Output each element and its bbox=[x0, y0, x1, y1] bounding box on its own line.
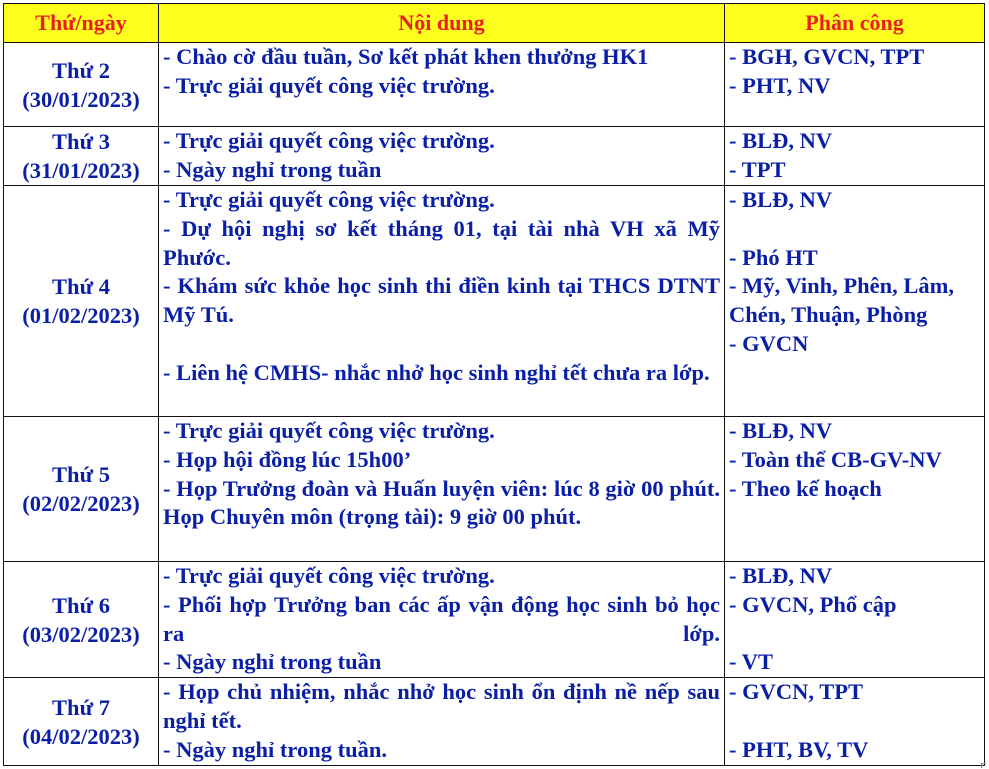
assign-line: - BLĐ, NV bbox=[729, 128, 833, 153]
content-line: - Họp chủ nhiệm, nhắc nhở học sinh ổn định nề nếp sau nghỉ tết. bbox=[163, 679, 726, 733]
assign-line: - BGH, GVCN, TPT bbox=[729, 44, 925, 69]
assign-line: - VT bbox=[729, 649, 773, 675]
assign-cell bbox=[725, 43, 985, 127]
content-line: - Liên hệ CMHS- nhắc nhở học sinh nghỉ tết chưa ra lớp. bbox=[163, 359, 710, 385]
assign-line: - Toàn thể CB-GV-NV bbox=[729, 446, 942, 472]
assign-line: - GVCN, TPT bbox=[729, 679, 863, 705]
header-row bbox=[4, 4, 985, 43]
day-label: Thứ 4 bbox=[52, 274, 110, 299]
content-line: - Họp hội đồng lúc 15h00’ bbox=[163, 446, 412, 472]
assign-line: - Phó HT bbox=[729, 244, 818, 270]
assign-cell bbox=[725, 417, 985, 562]
table-row bbox=[4, 417, 985, 562]
content-cell bbox=[159, 43, 725, 127]
assign-line: - Mỹ, Vinh, Phên, Lâm, Chén, Thuận, Phòng bbox=[729, 273, 960, 328]
content-line: - Trực giải quyết công việc trường. bbox=[163, 128, 495, 153]
day-cell bbox=[4, 417, 159, 562]
date-label: (30/01/2023) bbox=[22, 86, 140, 112]
content-cell bbox=[159, 678, 725, 766]
assign-line: - Theo kế hoạch bbox=[729, 475, 882, 501]
assign-line: - PHT, BV, TV bbox=[729, 736, 869, 762]
assign-line bbox=[729, 620, 980, 649]
header-content: Nội dung bbox=[159, 4, 725, 43]
date-label: (02/02/2023) bbox=[22, 491, 140, 516]
day-label: Thứ 3 bbox=[52, 129, 110, 154]
assign-line: - PHT, NV bbox=[729, 72, 831, 98]
content-line: - Ngày nghỉ trong tuần bbox=[163, 156, 382, 182]
table-row bbox=[4, 186, 985, 417]
day-label: Thứ 2 bbox=[52, 57, 110, 83]
content-line: - Dự hội nghị sơ kết tháng 01, tại tài nhà VH xã Mỹ Phước. bbox=[163, 215, 726, 270]
assign-cell bbox=[725, 562, 985, 678]
content-cell bbox=[159, 562, 725, 678]
table-row bbox=[4, 127, 985, 186]
content-cell bbox=[159, 186, 725, 417]
day-label: Thứ 6 bbox=[52, 592, 110, 618]
day-cell bbox=[4, 678, 159, 766]
day-cell bbox=[4, 43, 159, 127]
content-line: - Họp Trưởng đoàn và Huấn luyện viên: lúc 8 giờ 00 phút. Họp Chuyên môn (trọng tài): 9 giờ 00 phút. bbox=[163, 475, 726, 530]
date-label: (03/02/2023) bbox=[22, 621, 140, 647]
assign-line: - GVCN bbox=[729, 330, 809, 356]
content-cell bbox=[159, 417, 725, 562]
assign-line: - TPT bbox=[729, 156, 786, 182]
day-cell bbox=[4, 562, 159, 678]
date-label: (31/01/2023) bbox=[22, 158, 140, 183]
content-line: - Trực giải quyết công việc trường. bbox=[163, 187, 495, 212]
assign-cell bbox=[725, 186, 985, 417]
content-line: - Trực giải quyết công việc trường. bbox=[163, 563, 495, 588]
date-label: (01/02/2023) bbox=[22, 303, 140, 328]
content-line: - Trực giải quyết công việc trường. bbox=[163, 418, 495, 443]
content-cell bbox=[159, 127, 725, 186]
header-assign: Phân công bbox=[725, 4, 985, 43]
assign-line: - BLĐ, NV bbox=[729, 563, 833, 588]
table-row bbox=[4, 678, 985, 766]
assign-line: - BLĐ, NV bbox=[729, 418, 833, 443]
content-line bbox=[163, 330, 720, 359]
content-line: - Ngày nghỉ trong tuần. bbox=[163, 736, 388, 762]
day-cell bbox=[4, 127, 159, 186]
content-line: - Ngày nghỉ trong tuần bbox=[163, 649, 382, 675]
day-cell bbox=[4, 186, 159, 417]
content-line: - Phối hợp Trưởng ban các ấp vận động học sinh bỏ học ra lớp. bbox=[163, 591, 726, 646]
assign-cell bbox=[725, 678, 985, 766]
schedule-table bbox=[3, 3, 985, 766]
header-day: Thứ/ngày bbox=[4, 4, 159, 43]
table-row bbox=[4, 43, 985, 127]
assign-cell bbox=[725, 127, 985, 186]
table-row bbox=[4, 562, 985, 678]
day-label: Thứ 7 bbox=[52, 694, 110, 720]
assign-line bbox=[729, 215, 980, 244]
assign-line: - GVCN, Phổ cập bbox=[729, 591, 897, 617]
assign-line: - BLĐ, NV bbox=[729, 187, 833, 212]
assign-line bbox=[729, 707, 980, 736]
corner-mark bbox=[981, 763, 986, 768]
date-label: (04/02/2023) bbox=[22, 723, 140, 749]
content-line: - Trực giải quyết công việc trường. bbox=[163, 72, 495, 98]
content-line: - Khám sức khỏe học sinh thi điền kinh tại THCS DTNT Mỹ Tú. bbox=[163, 273, 726, 328]
content-line: - Chào cờ đầu tuần, Sơ kết phát khen thưởng HK1 bbox=[163, 44, 649, 69]
day-label: Thứ 5 bbox=[52, 462, 110, 487]
